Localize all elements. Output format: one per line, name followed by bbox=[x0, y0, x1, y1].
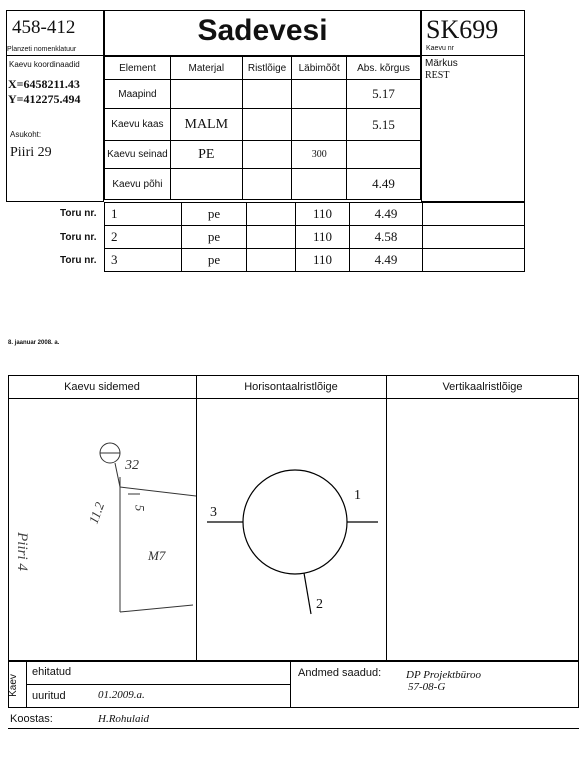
well-id-caption: Kaevu nr bbox=[426, 45, 455, 52]
pipe-tag-1: 1 bbox=[354, 488, 361, 503]
cell-diameter bbox=[292, 109, 347, 141]
cell-material: PE bbox=[170, 141, 242, 169]
cell-diameter bbox=[292, 169, 347, 200]
pipe-diameter: 110 bbox=[296, 249, 350, 272]
pipe-label-1: Toru nr. bbox=[60, 208, 97, 219]
coord-x: X=6458211.43 bbox=[8, 77, 80, 91]
cell-diameter bbox=[292, 80, 347, 109]
element-table bbox=[104, 56, 421, 200]
hand-label-d: M7 bbox=[148, 548, 166, 563]
footer-kaev: Kaev bbox=[7, 674, 19, 697]
sketch-divider-2 bbox=[386, 375, 387, 661]
compiled-label: Koostas: bbox=[10, 713, 53, 725]
sketch-col-connections: Kaevu sidemed bbox=[64, 381, 140, 393]
source-label: Andmed saadud: bbox=[298, 667, 382, 679]
pipe-no: 1 bbox=[105, 203, 182, 226]
location-caption: Asukoht: bbox=[10, 130, 42, 139]
pipe-label-3: Toru nr. bbox=[60, 255, 97, 266]
footer-divider-v2 bbox=[290, 661, 291, 708]
cell-material bbox=[170, 80, 242, 109]
pipe-section bbox=[247, 249, 296, 272]
pipe-diameter: 110 bbox=[296, 226, 350, 249]
date-stamp: 8. jaanuar 2008. a. bbox=[8, 340, 60, 346]
pipe-section bbox=[247, 226, 296, 249]
cell-material bbox=[170, 169, 242, 200]
col-header-elevation: Abs. kõrgus bbox=[347, 57, 421, 80]
pipe-remarks bbox=[423, 203, 525, 226]
table-row bbox=[105, 203, 525, 226]
pipe-section bbox=[247, 203, 296, 226]
table-row bbox=[105, 169, 421, 200]
hand-label-b: 5 bbox=[132, 504, 148, 512]
pipe-no: 2 bbox=[105, 226, 182, 249]
sketch-col-horizontal: Horisontaalristlõige bbox=[244, 381, 338, 393]
compiled-rule bbox=[8, 728, 579, 729]
pipe-elevation: 4.49 bbox=[350, 203, 423, 226]
built-label: ehitatud bbox=[32, 666, 72, 678]
pipe-material: pe bbox=[182, 226, 247, 249]
pipe-table bbox=[104, 202, 525, 272]
cell-elevation: 4.49 bbox=[347, 169, 421, 200]
header-divider-1 bbox=[6, 55, 104, 56]
well-id: SK699 bbox=[426, 15, 499, 44]
remarks-caption: Märkus bbox=[425, 58, 458, 69]
horizontal-section bbox=[197, 399, 386, 661]
sheet-caption: Planzeti nomenklatuur bbox=[7, 46, 77, 53]
pipe-material: pe bbox=[182, 203, 247, 226]
page-title: Sadevesi bbox=[197, 14, 328, 47]
pipe-diameter: 110 bbox=[296, 203, 350, 226]
hand-label-a: 32 bbox=[125, 458, 139, 473]
source-value-2: 57-08-G bbox=[408, 681, 446, 693]
col-header-element: Element bbox=[105, 57, 171, 80]
table-row bbox=[105, 226, 525, 249]
cell-element: Maapind bbox=[105, 80, 171, 109]
col-header-diameter: Läbimõõt bbox=[292, 57, 347, 80]
header-divider-2 bbox=[421, 55, 525, 56]
sheet-number: 458-412 bbox=[12, 17, 76, 38]
pipe-tag-2: 2 bbox=[316, 597, 323, 612]
coords-caption: Kaevu koordinaadid bbox=[9, 60, 80, 69]
hand-label-c: 11.2 bbox=[85, 500, 108, 526]
pipe-no: 3 bbox=[105, 249, 182, 272]
table-row bbox=[105, 80, 421, 109]
cell-section bbox=[242, 169, 292, 200]
footer-divider-h1 bbox=[26, 684, 290, 685]
cell-elevation bbox=[347, 141, 421, 169]
cell-elevation: 5.15 bbox=[347, 109, 421, 141]
pipe-label-2: Toru nr. bbox=[60, 232, 97, 243]
cell-element: Kaevu seinad bbox=[105, 141, 171, 169]
cell-section bbox=[242, 109, 292, 141]
connections-sketch bbox=[8, 399, 196, 661]
cell-section bbox=[242, 141, 292, 169]
col-header-material: Materjal bbox=[170, 57, 242, 80]
cell-material: MALM bbox=[170, 109, 242, 141]
pipe-tag-3: 3 bbox=[210, 505, 217, 520]
sketch-col-vertical: Vertikaalristlõige bbox=[442, 381, 523, 393]
cell-element: Kaevu kaas bbox=[105, 109, 171, 141]
surveyed-label: uuritud bbox=[32, 690, 66, 702]
pipe-elevation: 4.58 bbox=[350, 226, 423, 249]
cell-elevation: 5.17 bbox=[347, 80, 421, 109]
table-row bbox=[105, 249, 525, 272]
source-value-1: DP Projektbüroo bbox=[406, 669, 482, 681]
surveyed-date: 01.2009.a. bbox=[98, 689, 145, 701]
col-header-section: Ristlõige bbox=[242, 57, 292, 80]
well-circle-icon bbox=[243, 470, 347, 574]
compiled-by: H.Rohulaid bbox=[98, 713, 150, 725]
coord-y: Y=412275.494 bbox=[8, 92, 81, 106]
table-row bbox=[105, 141, 421, 169]
pipe-elevation: 4.49 bbox=[350, 249, 423, 272]
pipe-material: pe bbox=[182, 249, 247, 272]
pipe-remarks bbox=[423, 249, 525, 272]
remarks-value: REST bbox=[425, 70, 450, 81]
hand-label-street: Piiri 4 bbox=[13, 532, 30, 571]
location-value: Piiri 29 bbox=[10, 145, 52, 160]
pipe-remarks bbox=[423, 226, 525, 249]
cell-section bbox=[242, 80, 292, 109]
cell-diameter: 300 bbox=[292, 141, 347, 169]
cell-element: Kaevu põhi bbox=[105, 169, 171, 200]
table-row bbox=[105, 109, 421, 141]
